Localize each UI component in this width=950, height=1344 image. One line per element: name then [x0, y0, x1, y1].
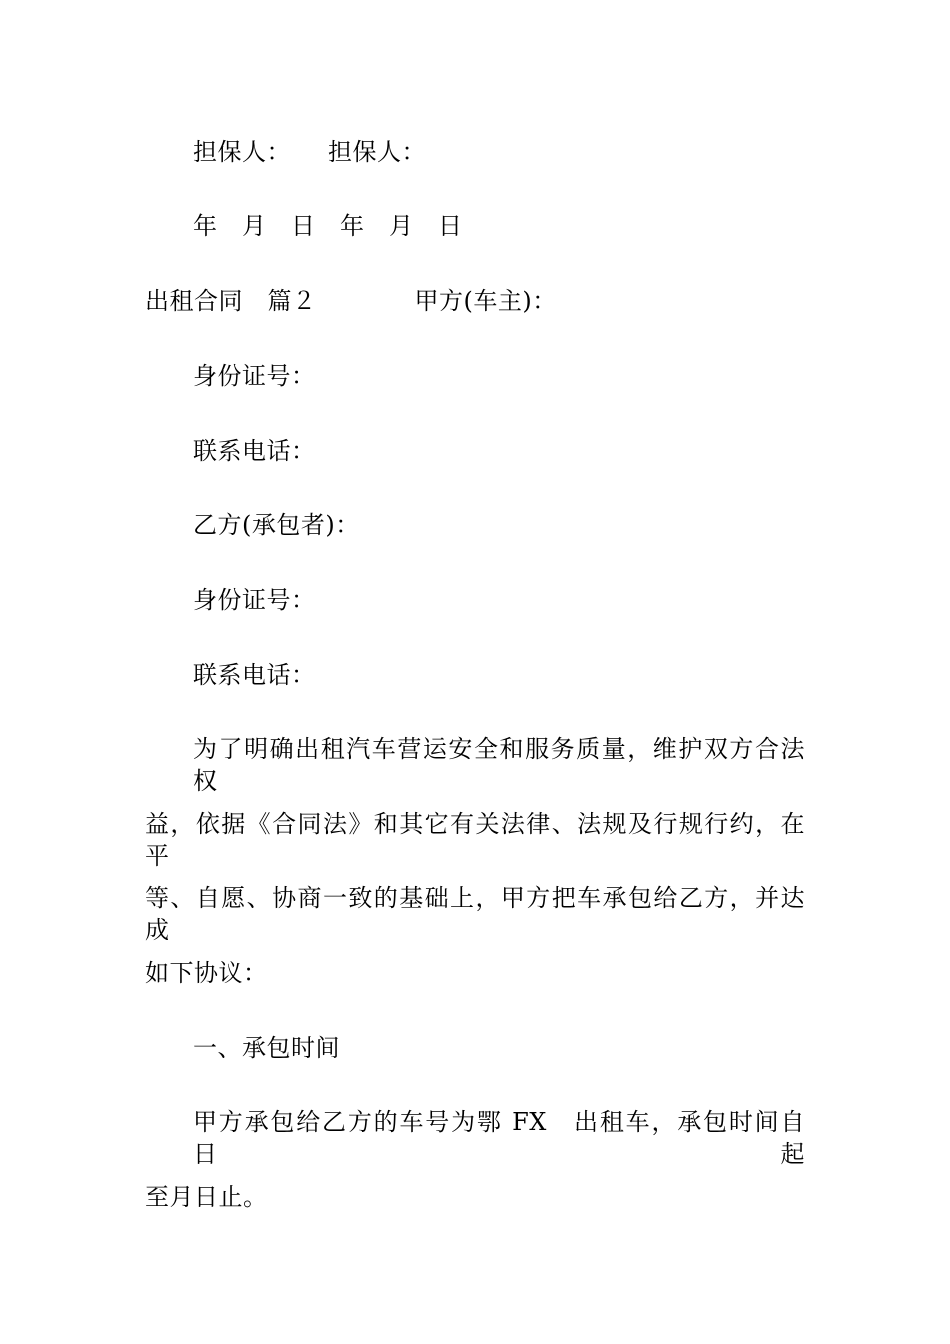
party-b-label: 乙方(承包者)： — [193, 511, 360, 539]
paragraph-line-4: 如下协议： — [145, 959, 268, 987]
date-line: 年 月 日 年 月 日 — [193, 212, 463, 240]
term-line-1: 甲方承包给乙方的车号为鄂 FX 出租车，承包时间自 日起 — [193, 1108, 830, 1168]
party-b-id-number: 身份证号： — [193, 586, 316, 614]
term-line-2: 至月日止。 — [145, 1183, 268, 1211]
paragraph-line-2: 益，依据《合同法》和其它有关法律、法规及行规行约，在平 — [145, 810, 805, 870]
party-a-phone: 联系电话： — [193, 437, 316, 465]
party-b-phone: 联系电话： — [193, 661, 316, 689]
section-heading-term: 一、承包时间 — [193, 1034, 340, 1062]
paragraph-line-3: 等、自愿、协商一致的基础上，甲方把车承包给乙方，并达成 — [145, 884, 805, 944]
guarantor-line: 担保人： 担保人： — [193, 138, 426, 166]
party-a-id-number: 身份证号： — [193, 362, 316, 390]
contract-heading-party-a: 出租合同 篇２ 甲方(车主)： — [145, 287, 557, 315]
paragraph-line-1: 为了明确出租汽车营运安全和服务质量，维护双方合法权 — [193, 735, 805, 795]
